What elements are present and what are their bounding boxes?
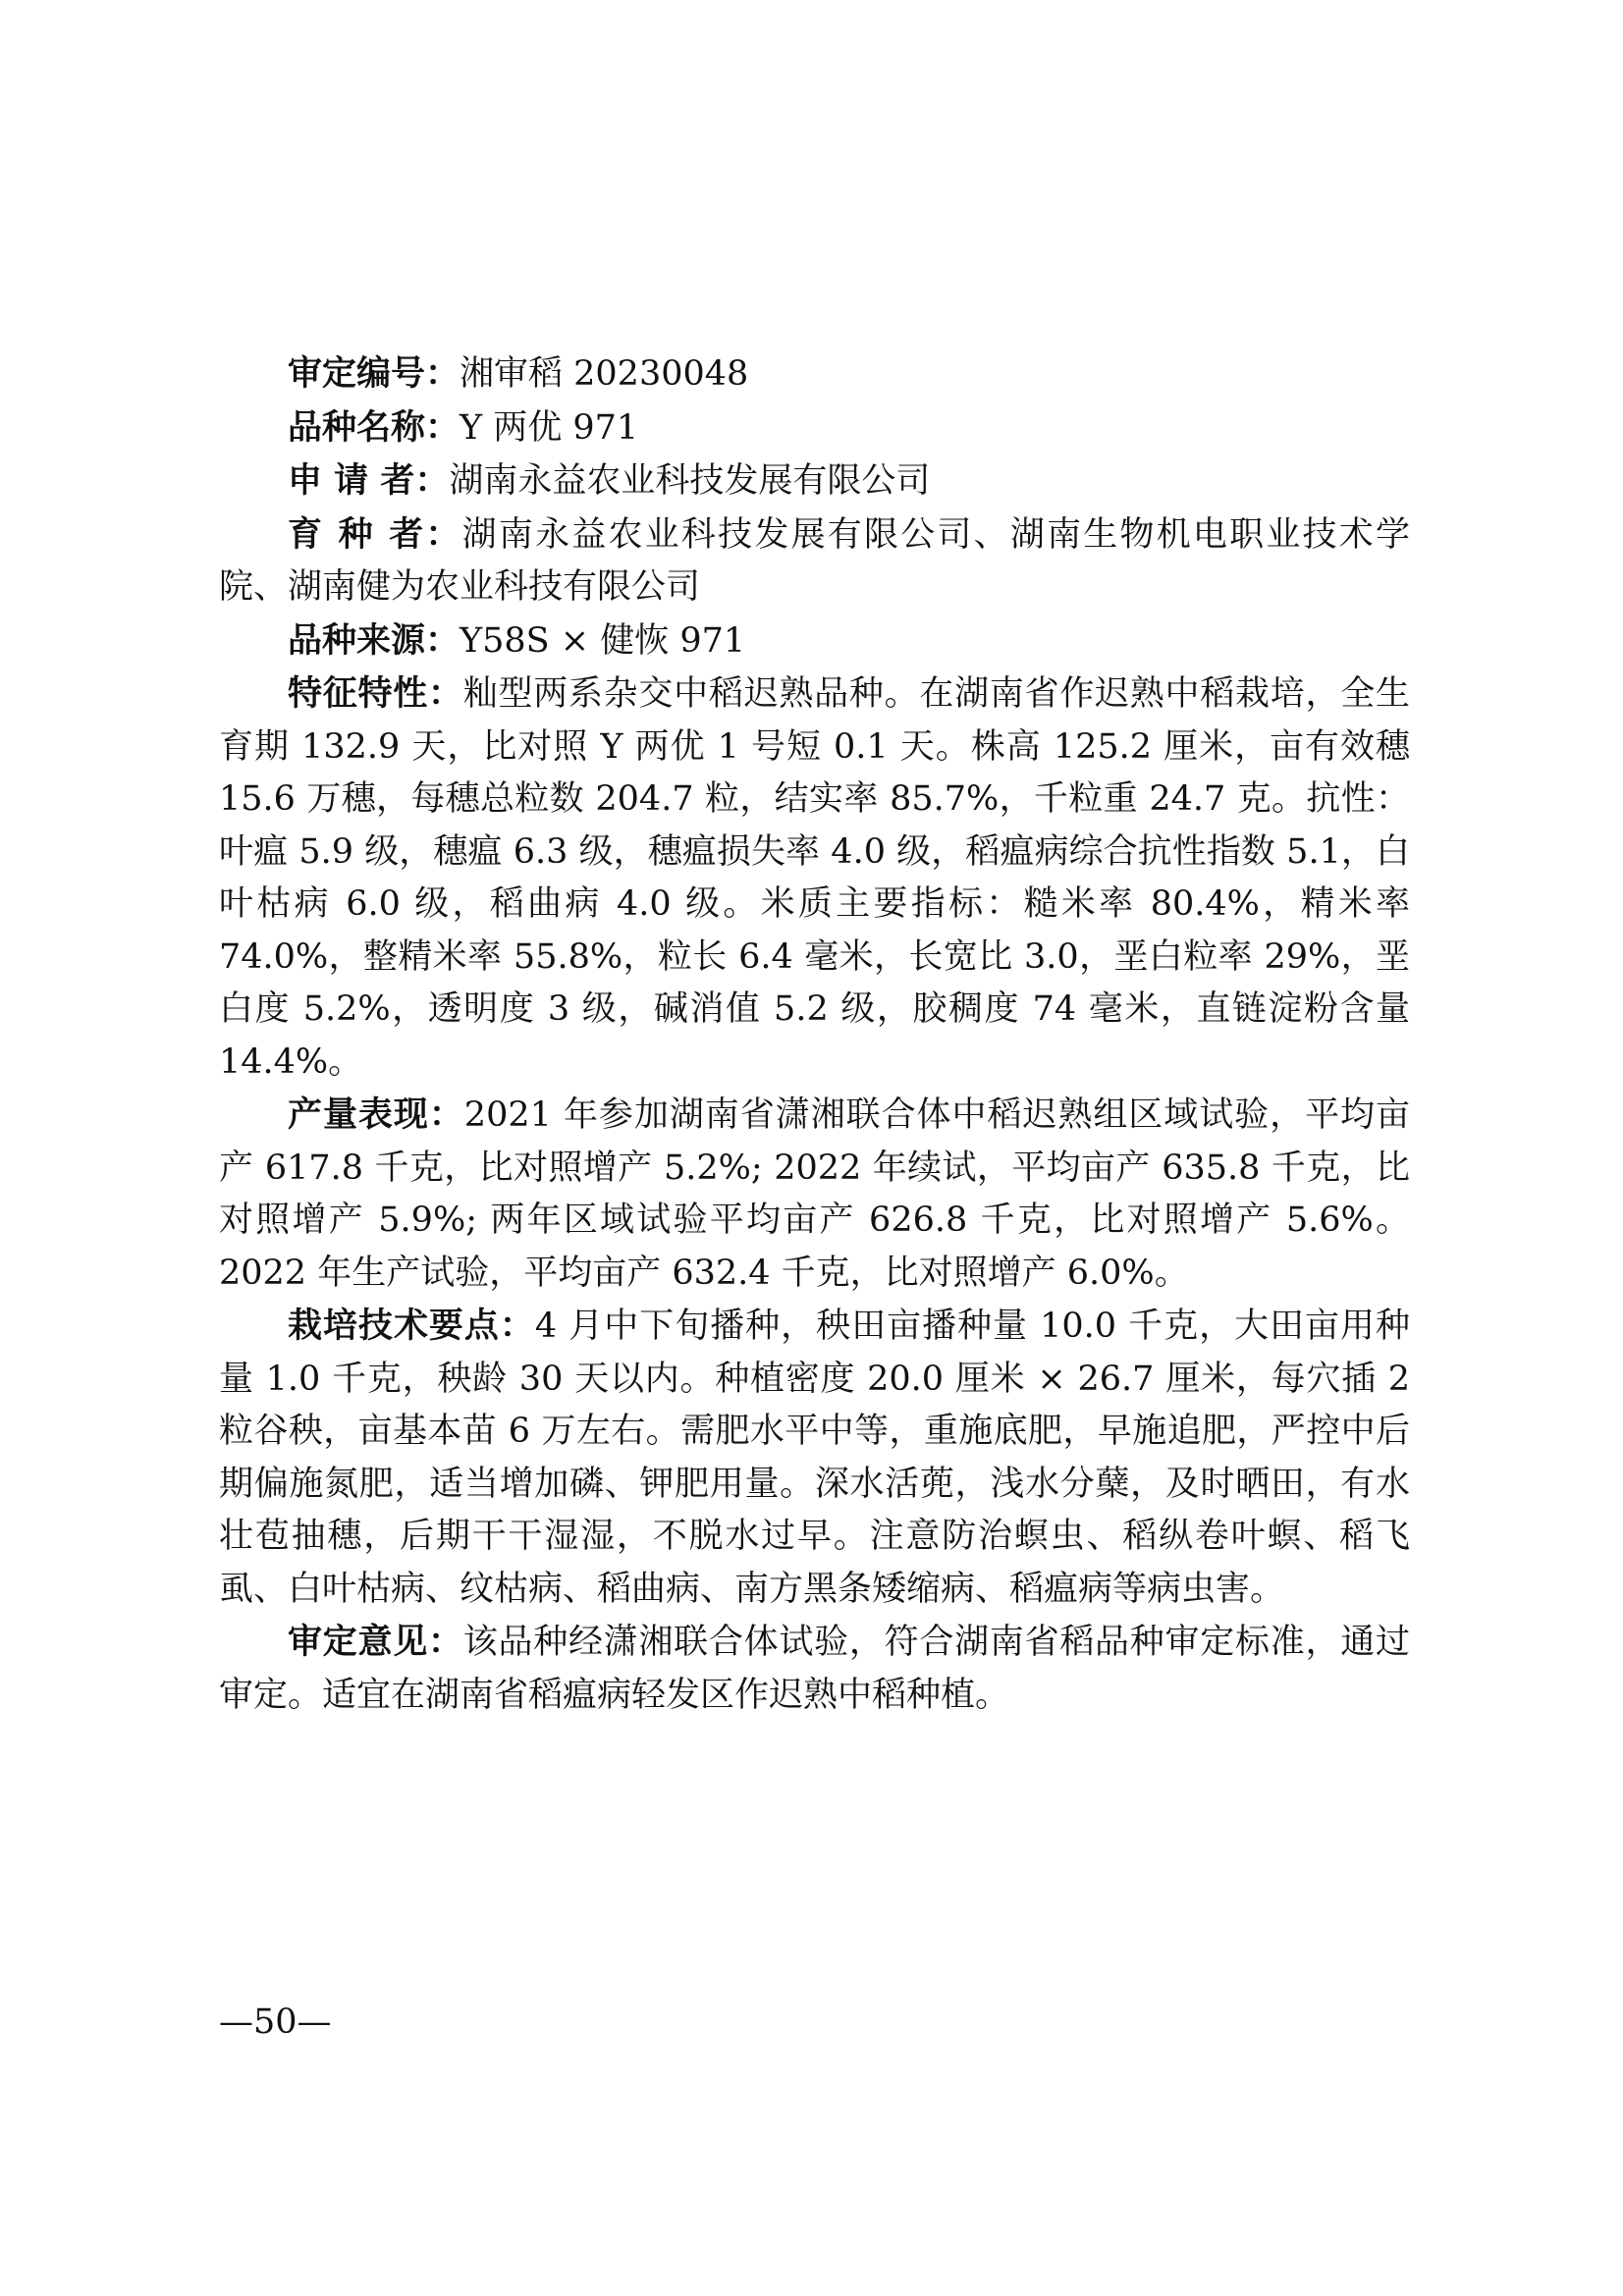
field-applicant bbox=[219, 454, 1410, 508]
field-characteristics bbox=[219, 667, 1410, 1089]
field-label: 审定编号： bbox=[288, 353, 460, 394]
field-label: 育 种 者： bbox=[288, 513, 462, 555]
field-value: 湘审稻 20230048 bbox=[460, 354, 749, 394]
field-label: 品种来源： bbox=[288, 619, 460, 661]
field-value: 2021 年参加湖南省潇湘联合体中稻迟熟组区域试验，平均亩产 617.8 千克，比对照增产 5.2%; 2022 年续试，平均亩产 635.8 千克，比对照增产 5.9%; 两年区域试验平均亩产 626.8 千克，比对照增产 5.6%。2022 年生产试验，平均亩产 632.4 千克，比对照增产 6.0%。 bbox=[219, 1095, 1410, 1293]
field-value: 籼型两系杂交中稻迟熟品种。在湖南省作迟熟中稻栽培，全生育期 132.9 天，比对照 Y 两优 1 号短 0.1 天。株高 125.2 厘米，亩有效穗 15.6 万穗，每穗总粒数 204.7 粒，结实率 85.7%，千粒重 24.7 克。抗性：叶瘟 5.9 级，穗瘟 6.3 级，穗瘟损失率 4.0 级，稻瘟病综合抗性指数 5.1，白叶枯病 6.0 级，稻曲病 4.0 级。米质主要指标：糙米率 80.4%，精米率 74.0%，整精米率 55.8%，粒长 6.4 毫米，长宽比 3.0，垩白粒率 29%，垩白度 5.2%，透明度 3 级，碱消值 5.2 级，胶稠度 74 毫米，直链淀粉含量 14.4%。 bbox=[219, 674, 1410, 1082]
field-variety-name bbox=[219, 401, 1410, 455]
field-label: 品种名称： bbox=[288, 406, 460, 448]
field-approval-number bbox=[219, 347, 1410, 401]
field-label: 特征特性： bbox=[288, 673, 463, 714]
field-label: 审定意见： bbox=[288, 1622, 463, 1662]
page-number: —50— bbox=[219, 2002, 332, 2042]
field-value: 4 月中下旬播种，秧田亩播种量 10.0 千克，大田亩用种量 1.0 千克，秧龄 30 天以内。种植密度 20.0 厘米 × 26.7 厘米，每穴插 2 粒谷秧，亩基本苗 6 万左右。需肥水平中等，重施底肥，早施追肥，严控中后期偏施氮肥，适当增加磷、钾肥用量。深水活蔸，浅水分蘖，及时晒田，有水壮苞抽穗，后期干干湿湿，不脱水过早。注意防治螟虫、稻纵卷叶螟、稻飞虱、白叶枯病、纹枯病、稻曲病、南方黑条矮缩病、稻瘟病等病虫害。 bbox=[219, 1307, 1410, 1609]
field-label: 栽培技术要点： bbox=[288, 1306, 535, 1346]
document-body bbox=[219, 347, 1410, 1722]
field-yield-performance bbox=[219, 1089, 1410, 1300]
field-approval-opinion bbox=[219, 1616, 1410, 1722]
field-label: 产量表现： bbox=[288, 1095, 464, 1135]
field-label: 申 请 者： bbox=[288, 460, 450, 501]
field-value: 湖南永益农业科技发展有限公司 bbox=[449, 461, 931, 501]
field-breeder bbox=[219, 508, 1410, 614]
field-value: Y 两优 971 bbox=[460, 407, 639, 448]
field-value: 湖南永益农业科技发展有限公司、湖南生物机电职业技术学院、湖南健为农业科技有限公司 bbox=[219, 514, 1410, 607]
field-variety-source bbox=[219, 614, 1410, 668]
field-cultivation-points bbox=[219, 1300, 1410, 1616]
field-value: Y58S × 健恢 971 bbox=[460, 620, 746, 661]
field-value: 该品种经潇湘联合体试验，符合湖南省稻品种审定标准，通过审定。适宜在湖南省稻瘟病轻发区作迟熟中稻种植。 bbox=[219, 1623, 1410, 1715]
